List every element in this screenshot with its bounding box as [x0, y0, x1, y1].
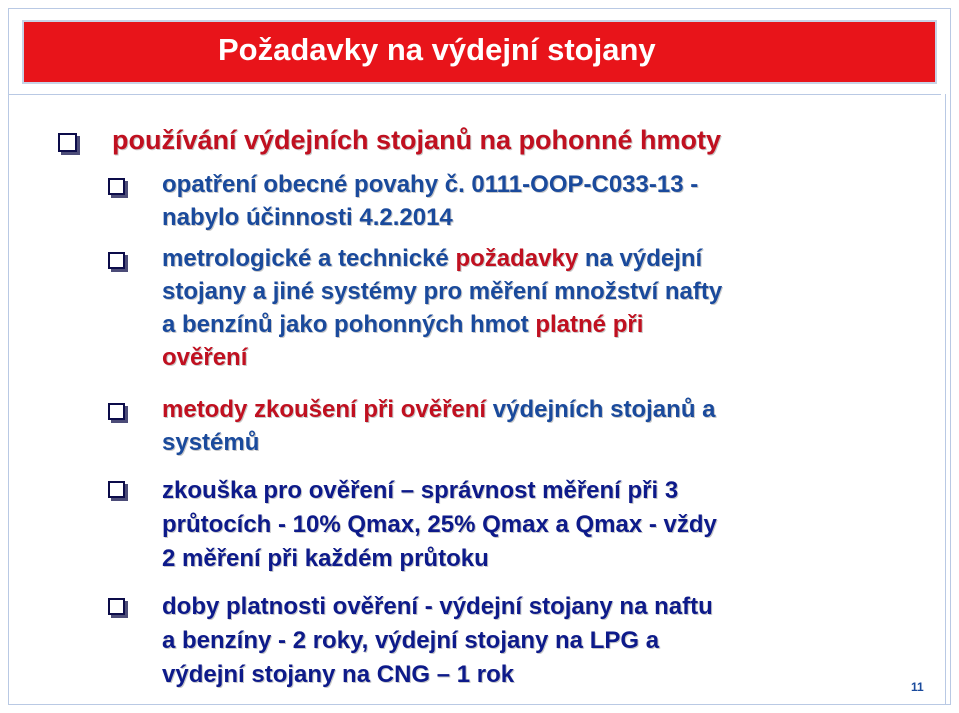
item-4-line-3: 2 měření při každém průtoku	[162, 545, 489, 572]
page-number: 11	[911, 680, 924, 694]
divider-horizontal	[9, 94, 941, 95]
item-2-text-highlight: požadavky	[455, 245, 579, 272]
checkbox-bullet-icon	[58, 133, 77, 152]
item-5-line-2: a benzíny - 2 roky, výdejní stojany na LPG a	[162, 627, 660, 654]
item-2-line-4: ověření	[162, 344, 248, 371]
checkbox-bullet-icon	[108, 252, 125, 269]
item-2-line-3-highlight: platné při	[535, 311, 644, 338]
slide-title: Požadavky na výdejní stojany	[218, 32, 656, 67]
divider-vertical	[945, 94, 946, 704]
item-2-text-b: na výdejní	[578, 245, 703, 272]
item-3-text-highlight: metody zkoušení při ověření	[162, 396, 487, 423]
checkbox-bullet-icon	[108, 598, 125, 615]
item-2-line-2: stojany a jiné systémy pro měření množství nafty	[162, 278, 723, 305]
checkbox-bullet-icon	[108, 178, 125, 195]
item-3-text: výdejních stojanů a	[486, 396, 716, 423]
item-2-line-1	[162, 242, 702, 275]
item-5-line-3: výdejní stojany na CNG – 1 rok	[162, 661, 515, 688]
item-2-line-3	[162, 308, 643, 341]
checkbox-bullet-icon	[108, 403, 125, 420]
item-3-line-1	[162, 393, 716, 426]
checkbox-bullet-icon	[108, 481, 125, 498]
item-4-line-1: zkouška pro ověření – správnost měření při 3	[162, 477, 679, 504]
item-1-line-1: opatření obecné povahy č. 0111-OOP-C033-13 -	[162, 171, 699, 198]
main-bullet-text: používání výdejních stojanů na pohonné hmoty	[112, 125, 722, 155]
title-bar	[22, 20, 937, 84]
item-5-line-1: doby platnosti ověření - výdejní stojany na naftu	[162, 593, 713, 620]
item-2-line-3-text: a benzínů jako pohonných hmot	[162, 311, 536, 338]
item-4-line-2: průtocích - 10% Qmax, 25% Qmax a Qmax - vždy	[162, 511, 717, 538]
item-2-text-a: metrologické a technické	[162, 245, 456, 272]
item-1-line-2: nabylo účinnosti 4.2.2014	[162, 204, 453, 231]
item-3-line-2: systémů	[162, 429, 260, 456]
